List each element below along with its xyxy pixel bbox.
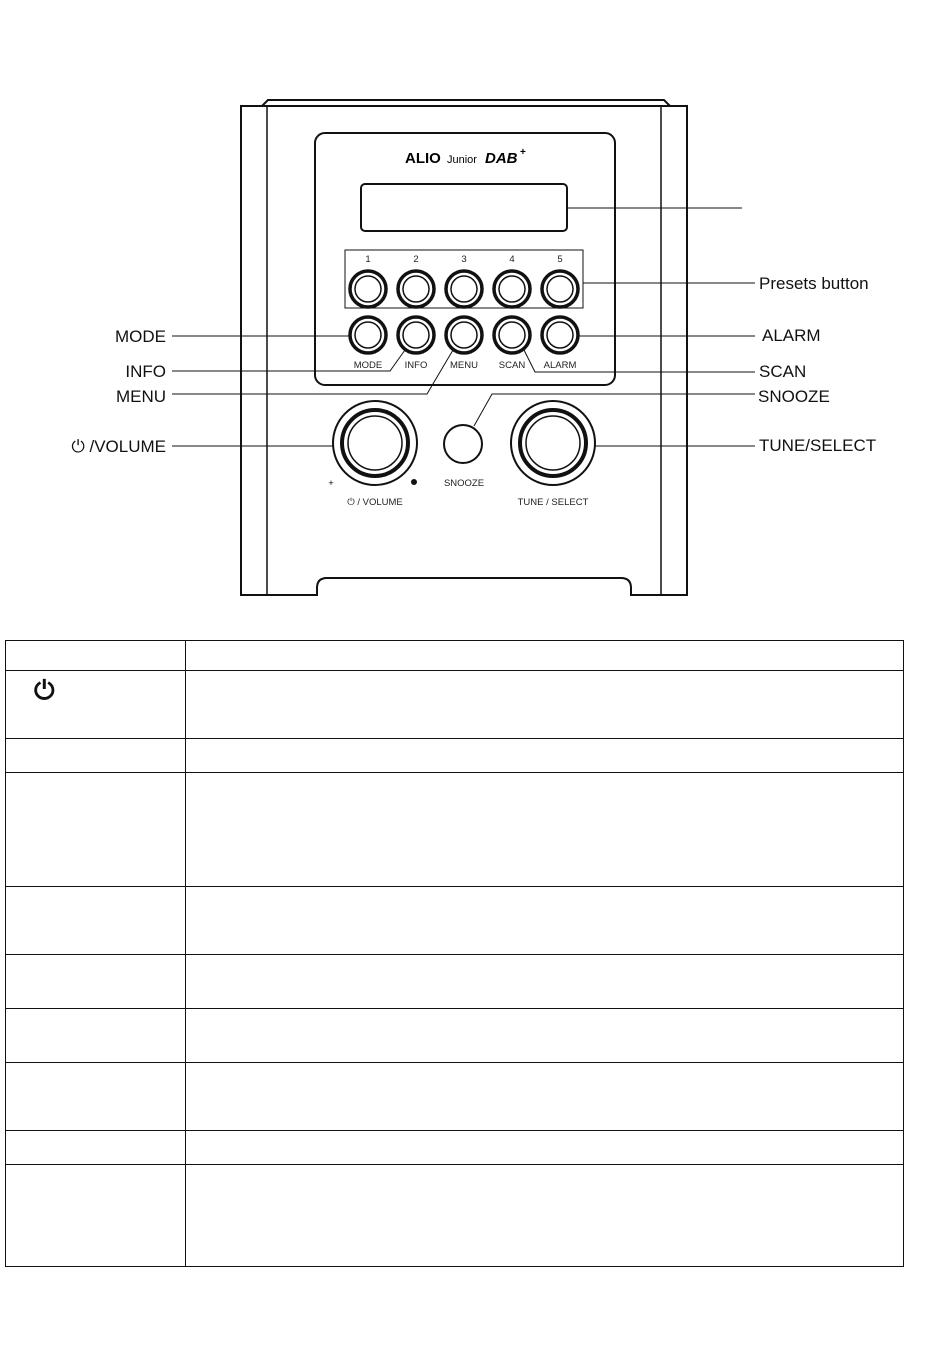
function-buttons	[350, 317, 578, 353]
table-cell-description	[186, 671, 904, 739]
table-row	[6, 641, 904, 671]
info-callout: INFO	[125, 362, 166, 381]
preset-number-labels	[365, 254, 562, 265]
tune-select-callout: TUNE/SELECT	[759, 436, 877, 455]
mode-callout: MODE	[115, 327, 166, 346]
preset-number: 5	[557, 254, 563, 265]
control-description-table	[5, 640, 904, 1267]
table-row	[6, 955, 904, 1009]
table-row	[6, 1009, 904, 1063]
alarm-button[interactable]	[542, 317, 578, 353]
table-cell-description	[186, 1165, 904, 1267]
volume-knob-label: ⏻ / VOLUME	[347, 497, 403, 508]
menu-callout: MENU	[115, 387, 166, 406]
table-row	[6, 671, 904, 739]
volume-indicator-dot	[411, 479, 417, 485]
alarm-button-label: ALARM	[543, 360, 577, 371]
table-cell-control	[6, 1063, 186, 1131]
menu-button[interactable]	[446, 317, 482, 353]
mode-button[interactable]	[350, 317, 386, 353]
scan-button[interactable]	[494, 317, 530, 353]
snooze-button[interactable]	[444, 425, 482, 463]
table-row	[6, 1165, 904, 1267]
table-cell-control	[6, 773, 186, 887]
tune-select-knob-label: TUNE / SELECT	[517, 497, 589, 508]
preset-button-2[interactable]	[398, 271, 434, 307]
preset-button-4[interactable]	[494, 271, 530, 307]
preset-number: 3	[461, 254, 467, 265]
snooze-callout: SNOOZE	[758, 387, 830, 406]
preset-number: 4	[509, 254, 515, 265]
volume-knob[interactable]	[333, 401, 417, 485]
preset-button-5[interactable]	[542, 271, 578, 307]
preset-number: 1	[365, 254, 371, 265]
power-icon: ⏻	[34, 675, 55, 705]
dab-plus: +	[520, 147, 526, 158]
menu-button-label: MENU	[450, 360, 478, 371]
preset-button-3[interactable]	[446, 271, 482, 307]
table-row	[6, 773, 904, 887]
table-cell-control	[6, 955, 186, 1009]
table-cell-control	[6, 671, 186, 739]
brand-logo: ALIO	[405, 150, 441, 167]
snooze-button-label: SNOOZE	[443, 478, 485, 489]
preset-button-1[interactable]	[350, 271, 386, 307]
table-cell-description	[186, 955, 904, 1009]
table-cell-control	[6, 1165, 186, 1267]
table-cell-control	[6, 739, 186, 773]
info-button[interactable]	[398, 317, 434, 353]
scan-callout: SCAN	[759, 362, 807, 381]
preset-number: 2	[413, 254, 419, 265]
table-cell-description	[186, 1063, 904, 1131]
table-cell-control	[6, 887, 186, 955]
mode-button-label: MODE	[353, 360, 383, 371]
table-cell-description	[186, 887, 904, 955]
table-cell-control	[6, 641, 186, 671]
info-button-label: INFO	[404, 360, 428, 371]
volume-plus-mark: +	[328, 478, 334, 488]
model-name: Junior	[447, 154, 477, 166]
table-row	[6, 1063, 904, 1131]
volume-callout: ⏻ /VOLUME	[71, 437, 166, 456]
table-cell-control	[6, 1009, 186, 1063]
menu-leader	[172, 350, 453, 394]
alarm-callout: ALARM	[762, 326, 821, 345]
presets-callout: Presets button	[759, 274, 869, 293]
lcd-display	[361, 184, 567, 231]
preset-buttons	[350, 271, 578, 307]
dab-logo: DAB	[485, 150, 518, 167]
table-row	[6, 1131, 904, 1165]
tune-select-knob[interactable]	[511, 401, 595, 485]
table-cell-description	[186, 739, 904, 773]
table-row	[6, 887, 904, 955]
table-cell-control	[6, 1131, 186, 1165]
table-cell-description	[186, 1009, 904, 1063]
table-cell-description	[186, 1131, 904, 1165]
table-cell-description	[186, 773, 904, 887]
table-cell-description	[186, 641, 904, 671]
scan-button-label: SCAN	[498, 360, 526, 371]
radio-front-diagram	[0, 0, 950, 610]
table-row	[6, 739, 904, 773]
